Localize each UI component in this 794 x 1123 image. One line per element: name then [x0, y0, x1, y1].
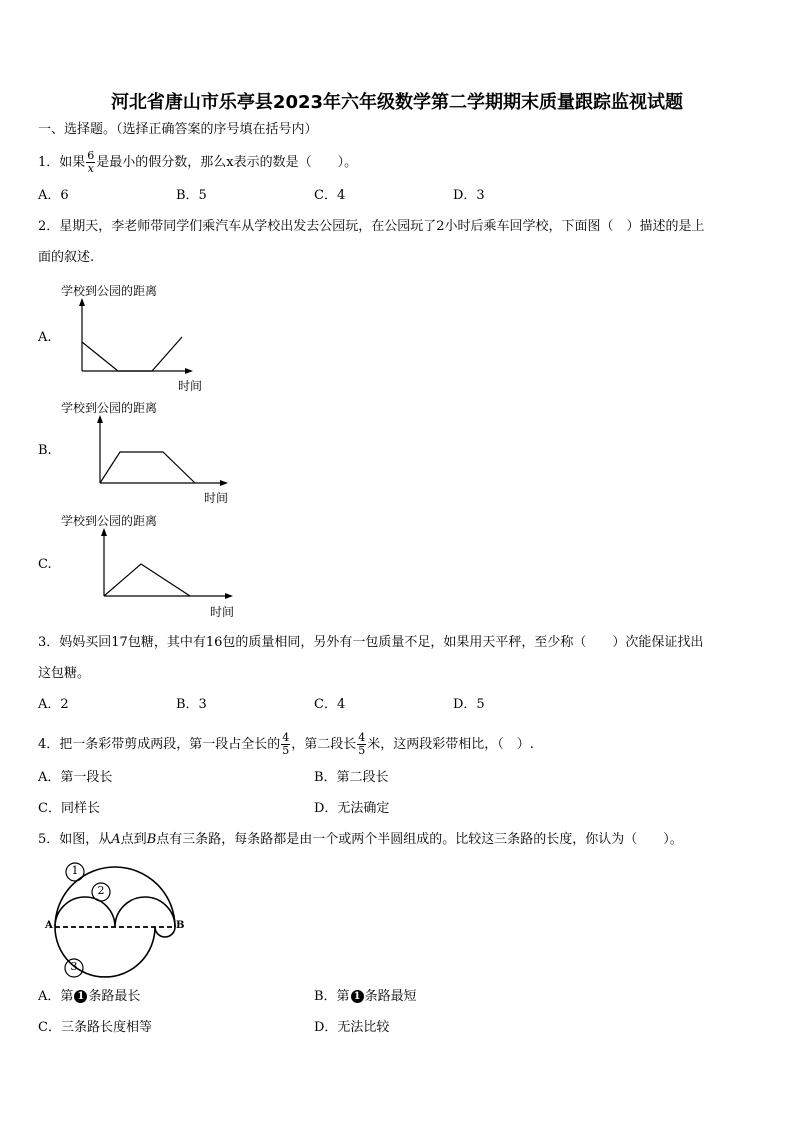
graph-c-option-label: C.: [38, 557, 52, 572]
q3-option-c: C．4: [314, 697, 346, 712]
q4-option-d: D．无法确定: [314, 801, 390, 816]
q3-option-d: D．5: [453, 697, 485, 712]
q4-option-b: B．第二段长: [314, 770, 389, 785]
q4-frac2-num: 4: [358, 731, 366, 744]
q5-point-b: B: [146, 832, 157, 847]
q5-opt-b-post: 条路最短: [364, 989, 417, 1004]
q1-text-pre: 1．如果: [38, 155, 86, 170]
q1-option-b: B．5: [176, 188, 207, 203]
q5-opt-b-pre: B．第: [314, 989, 350, 1004]
fig-point-a: A: [45, 920, 53, 931]
q1-frac-den: x: [87, 162, 94, 175]
q5-opt-b-circled-number: 1: [351, 990, 364, 1003]
graph-a-option-label: A.: [38, 330, 52, 345]
q4-frac1-den: 5: [282, 744, 290, 757]
graph-b-xlabel: 时间: [204, 491, 229, 505]
q3-option-b: B．3: [176, 697, 207, 712]
graph-b-option-label: B.: [38, 443, 52, 458]
q4-text-post: 米，这两段彩带相比，（ ）.: [367, 737, 534, 752]
q5-opt-a-circled-number: 1: [74, 990, 87, 1003]
path-2-arcs: [55, 897, 175, 927]
q1-text-post: 是最小的假分数，那么x表示的数是（ ）。: [96, 155, 358, 170]
path-1-label: 1: [71, 864, 79, 877]
fig-point-b: B: [176, 920, 185, 931]
q5-text-pre: 5．如图，从: [38, 832, 112, 847]
q3-line-1: 3．妈妈买回17包糖，其中有16包的质量相同，另外有一包质量不足，如果用天平秤，至少称（ ）次能保证找出: [38, 635, 704, 650]
q4-text-pre: 4．把一条彩带剪成两段，第一段占全长的: [38, 737, 281, 752]
q5-text-post: 点有三条路，每条路都是由一个或两个半圆组成的。比较这三条路的长度，你认为（ ）。: [156, 832, 683, 847]
q4-frac1-num: 4: [282, 731, 290, 744]
q4-option-c: C．同样长: [38, 801, 100, 816]
path-3-label: 3: [70, 960, 78, 973]
graph-a-ylabel: 学校到公园的距离: [61, 284, 158, 298]
graph-c-xlabel: 时间: [210, 605, 235, 619]
graph-c-ylabel: 学校到公园的距离: [61, 514, 158, 528]
q3-line-2: 这包糖。: [38, 666, 91, 681]
q5-text-mid: 点到: [120, 832, 147, 847]
graph-b-ylabel: 学校到公园的距离: [61, 401, 158, 415]
q5-option-d: D．无法比较: [314, 1020, 390, 1035]
q4-text-mid: ，第二段长: [291, 737, 357, 752]
q5-point-a: A: [111, 832, 121, 847]
graph-a-xlabel: 时间: [178, 379, 203, 393]
q2-line-2: 面的叙述.: [38, 250, 95, 265]
q3-option-a: A．2: [38, 697, 69, 712]
q1-option-c: C．4: [314, 188, 346, 203]
q1-frac-num: 6: [87, 149, 95, 162]
q1-option-a: A．6: [38, 188, 69, 203]
q5-option-a: [38, 989, 140, 1005]
q5-option-b: [314, 989, 417, 1005]
q5-option-c: C．三条路长度相等: [38, 1020, 152, 1035]
q4-option-a: A．第一段长: [38, 770, 113, 785]
q2-line-1: 2．星期天，李老师带同学们乘汽车从学校出发去公园玩，在公园玩了2小时后乘车回学校，下面图（ ）描述的是上: [38, 219, 705, 234]
q1-option-d: D．3: [453, 188, 485, 203]
page-title: 河北省唐山市乐亭县2023年六年级数学第二学期期末质量跟踪监视试题: [110, 92, 684, 113]
path-2-label: 2: [97, 884, 105, 897]
section-heading: 一、选择题。（选择正确答案的序号填在括号内）: [38, 122, 318, 137]
q5-opt-a-post: 条路最长: [88, 989, 141, 1004]
q4-frac2-den: 5: [358, 744, 366, 757]
q5-opt-a-pre: A．第: [38, 989, 74, 1004]
